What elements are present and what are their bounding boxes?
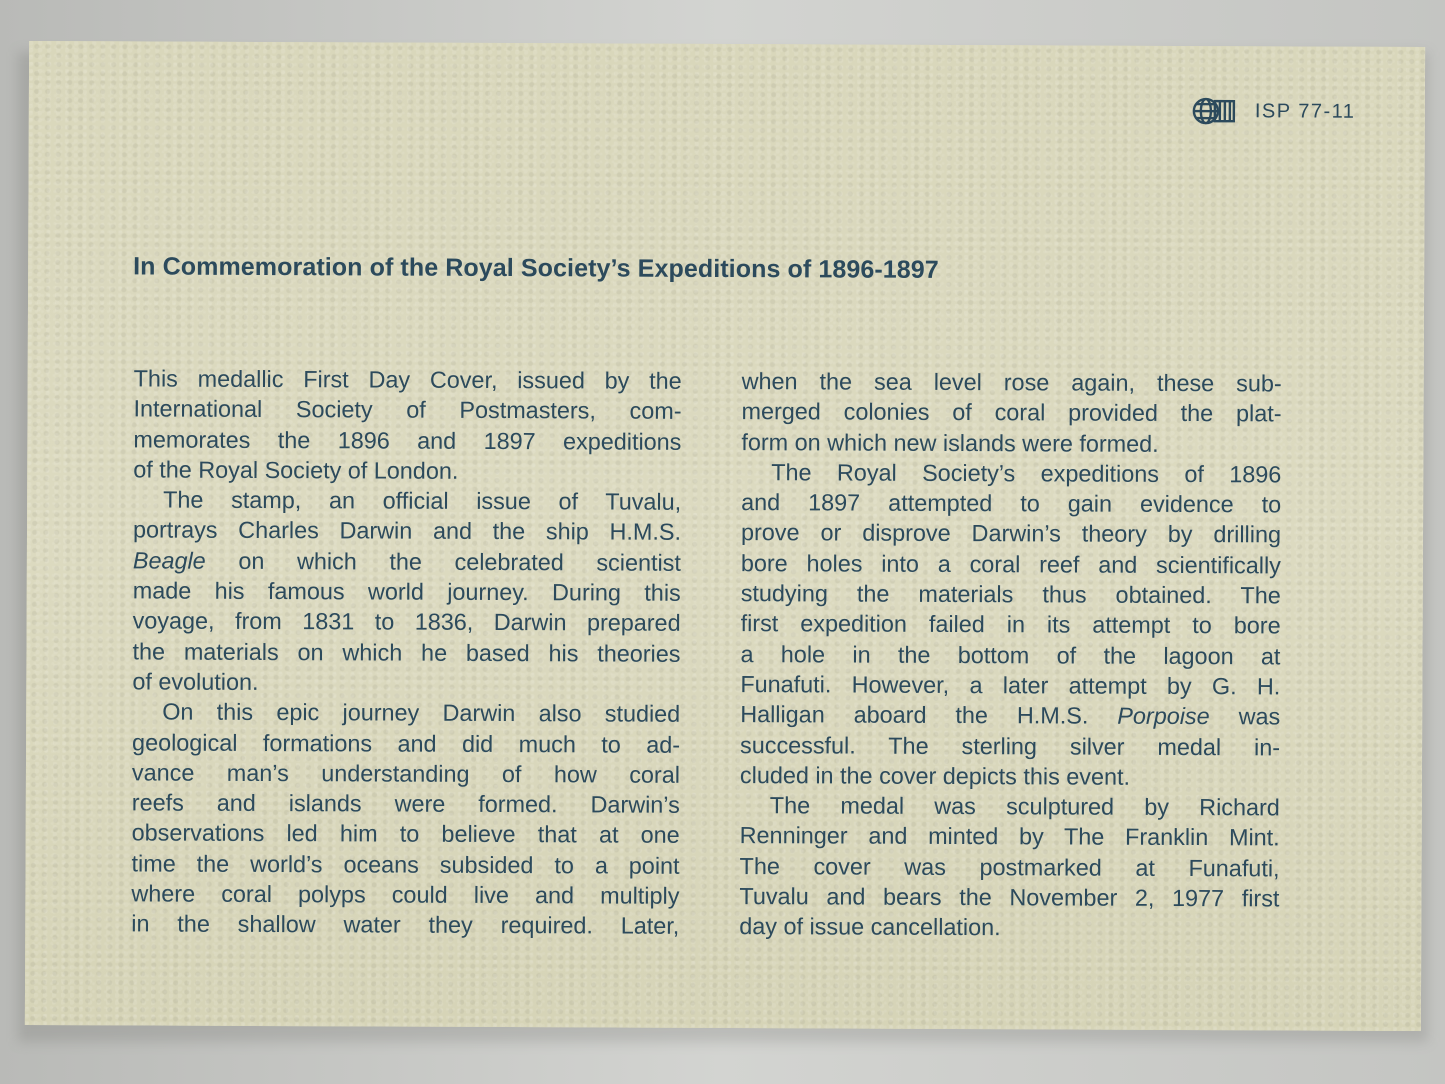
left-text-column	[131, 363, 682, 941]
ship-name-beagle: Beagle	[132, 547, 206, 574]
globe-logo-icon	[1191, 96, 1237, 126]
text-line: in the shallow water they required. Later,	[131, 910, 680, 940]
text-line: On this epic journey Darwin also studied	[162, 698, 681, 728]
right-text-column	[739, 366, 1282, 944]
text-line: day of issue cancellation.	[739, 913, 1001, 941]
text-line: portrays Charles Darwin and the ship H.M.S.	[132, 516, 682, 546]
text-line: The cover was postmarked at Funafuti,	[739, 852, 1280, 882]
text-line: cluded in the cover depicts this event.	[739, 761, 1131, 790]
page-title: In Commemoration of the Royal Society’s Expeditions of 1896-1897	[133, 252, 939, 284]
text-line: geological formations and did much to ad-	[132, 728, 681, 758]
text-line: bore holes into a coral reef and scientifically	[740, 549, 1281, 579]
text-line: first expedition failed in its attempt to bore	[740, 610, 1281, 639]
text-fragment: on which the celebrated scientist	[238, 547, 681, 576]
text-line: vance man’s understanding of how coral	[131, 759, 681, 788]
insert-card	[25, 41, 1425, 1031]
text-line: This medallic First Day Cover, issued by the	[133, 365, 682, 394]
text-line: the materials on which he based his theories	[132, 638, 681, 667]
text-line: memorates the 1896 and 1897 expeditions	[133, 426, 682, 455]
text-fragment: Halligan aboard the H.M.S.	[740, 701, 1089, 729]
text-line: observations led him to believe that at one	[131, 819, 680, 849]
text-line: The Royal Society’s expeditions of 1896	[771, 459, 1282, 488]
text-line: Tuvalu and bears the November 2, 1977 first	[739, 883, 1280, 912]
ship-name-porpoise: Porpoise	[1117, 702, 1210, 730]
text-line: of the Royal Society of London.	[133, 456, 459, 484]
text-line-with-italic	[740, 699, 1280, 732]
text-line: merged colonies of coral provided the plat-	[741, 398, 1282, 427]
text-line: time the world’s oceans subsided to a point	[131, 850, 680, 879]
text-line: voyage, from 1831 to 1836, Darwin prepared	[132, 607, 681, 637]
text-line: studying the materials thus obtained. The	[740, 580, 1281, 609]
text-line: The stamp, an official issue of Tuvalu,	[163, 486, 682, 515]
text-line: of evolution.	[132, 668, 259, 695]
text-line: reefs and islands were formed. Darwin’s	[131, 789, 680, 818]
text-line: and 1897 attempted to gain evidence to	[741, 489, 1282, 518]
text-line: form on which new islands were formed.	[741, 428, 1159, 457]
text-line: where coral polyps could live and multiply	[131, 880, 680, 909]
text-line: Funafuti. However, a later attempt by G. H.	[740, 671, 1281, 700]
text-line: prove or disprove Darwin’s theory by drilling	[740, 519, 1282, 548]
text-line: made his famous world journey. During this	[132, 577, 681, 606]
text-line: Renninger and minted by The Franklin Mint.	[739, 822, 1280, 851]
text-line-with-italic	[133, 545, 681, 578]
catalog-code: ISP 77-11	[1254, 100, 1356, 123]
text-fragment: was	[1238, 703, 1281, 730]
text-line: a hole in the bottom of the lagoon at	[740, 640, 1281, 670]
text-line: successful. The sterling silver medal in-	[740, 731, 1281, 760]
text-line: when the sea level rose again, these sub-	[741, 368, 1282, 397]
text-line: The medal was sculptured by Richard	[769, 792, 1280, 821]
text-line: International Society of Postmasters, com-	[133, 395, 682, 425]
